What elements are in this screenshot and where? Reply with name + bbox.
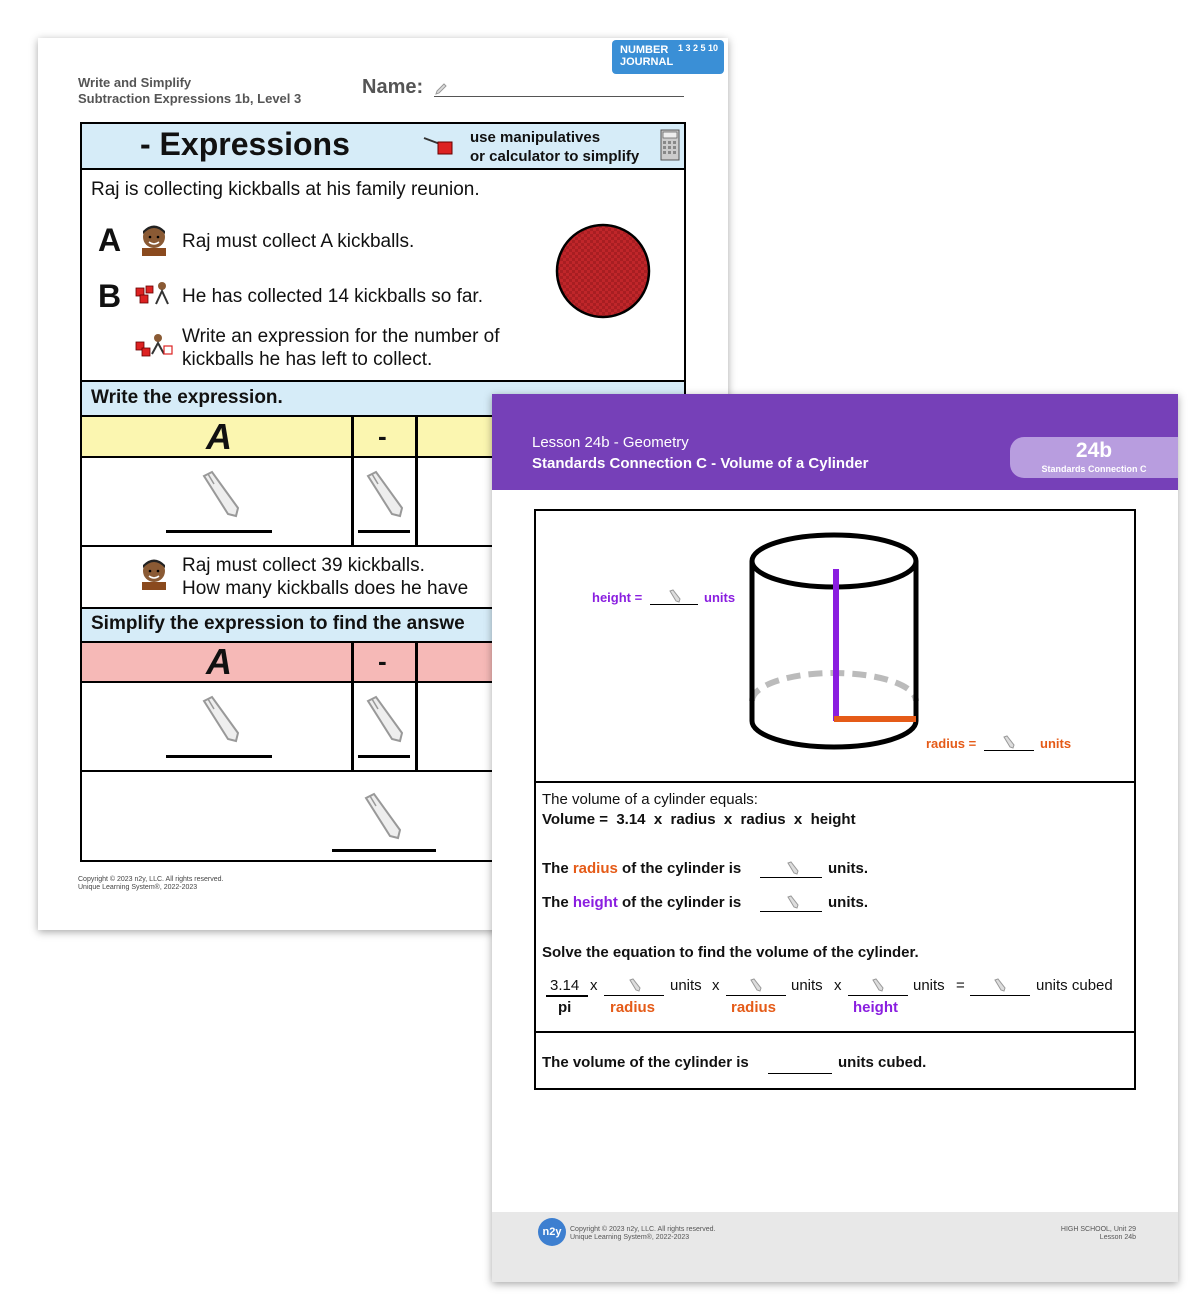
lesson-badge [1010,437,1178,478]
n2y-logo: n2y [538,1218,566,1246]
page-footer [492,1212,1178,1282]
instruction-line: kickballs he has left to collect. [182,349,433,370]
question-line: Raj must collect 39 kickballs. [182,555,425,576]
minus-operator: - [378,421,387,451]
name-field[interactable] [434,96,684,97]
column-divider [415,417,418,547]
column-divider [415,643,418,772]
minus-operator: - [378,646,387,676]
unit-line: HIGH SCHOOL, Unit 29 [1060,1226,1136,1233]
sentence-part: The [542,860,573,877]
pencil-icon [993,978,1007,992]
copyright [78,876,224,892]
height-input-blank[interactable] [848,995,908,996]
left-to-collect-icon [134,332,174,358]
collected-icon [134,280,174,306]
radius-label: radius = [926,736,977,751]
instruction-line: Write an expression for the number of [182,326,500,347]
pencil-icon [360,792,404,840]
item-a-text: Raj must collect A kickballs. [182,231,415,252]
calculator-icon [660,129,680,161]
unit-info [1061,1226,1136,1242]
height-units: units [704,590,736,605]
item-b-letter: B [98,278,122,314]
manipulatives-icon [422,134,458,158]
times-sign: x [712,977,720,994]
badge-number: 24b [1075,439,1113,462]
sentence-part: of the cylinder is [617,894,742,911]
height-label: height = [592,590,643,605]
sentence-part: The [542,894,573,911]
answer-blank[interactable] [358,530,410,533]
lesson-title: Lesson 24b - Geometry [532,434,689,451]
units-label: units. [828,894,868,911]
height-caption: height [853,999,898,1016]
manipulatives-note [470,128,639,166]
pencil-icon [786,895,800,909]
final-sentence: The volume of the cylinder is [542,1054,749,1071]
column-divider [351,417,354,547]
variable-letter: A [206,416,232,457]
standards-title: Standards Connection C - Volume of a Cylinder [532,455,869,472]
radius-sentence [542,860,741,878]
lesson-line: Lesson 24b [1099,1234,1136,1241]
worksheet-box [534,509,1136,1090]
pencil-icon [871,978,885,992]
answer-blank[interactable] [358,755,410,758]
height-sentence [542,894,741,912]
pencil-icon [362,470,406,518]
number-journal-logo [612,40,724,74]
question-text [182,554,468,600]
answer-blank[interactable] [166,755,272,758]
cylinder-diagram [536,511,1134,783]
times-sign: x [834,977,842,994]
final-units: units cubed. [838,1054,927,1071]
times-sign: x [590,977,598,994]
pencil-icon [628,978,642,992]
radius-blank[interactable] [984,750,1034,751]
manipulatives-line: or calculator to simplify [470,148,640,165]
volume-formula: Volume = 3.14 x radius x radius x height [542,811,856,828]
badge-label: Standards Connection C [1041,464,1147,474]
write-expression-header: Write the expression. [91,387,283,408]
pencil-icon [668,589,682,603]
units-cubed-text: units cubed [1036,977,1113,994]
worksheet-header-subtitle: Subtraction Expressions 1b, Level 3 [78,91,302,106]
cylinder-image [744,531,924,761]
copyright-line: Copyright © 2023 n2y, LLC. All rights reserved. [78,876,224,883]
item-b-text: He has collected 14 kickballs so far. [182,286,483,307]
units-text: units [913,977,945,994]
title-bar [82,124,684,170]
kickball-image [554,222,652,320]
solve-instruction: Solve the equation to find the volume of the cylinder. [542,944,919,961]
worksheet-header-title: Write and Simplify [78,75,192,90]
lesson-header [492,394,1178,490]
logo-text: NUMBER [620,44,669,56]
variable-letter: A [206,641,232,682]
final-volume-blank[interactable] [768,1073,832,1074]
pi-value: 3.14 [550,977,580,994]
copyright-line: Copyright © 2023 n2y, LLC. All rights reserved. [570,1226,716,1233]
height-value-blank[interactable] [760,911,822,912]
pencil-icon [434,82,448,96]
pencil-icon [362,695,406,743]
volume-intro: The volume of a cylinder equals: [542,791,758,808]
copyright-line: Unique Learning System®, 2022-2023 [78,884,198,891]
name-label: Name: [362,76,424,98]
radius-units: units [1040,736,1072,751]
boy-face-icon [138,556,170,590]
worksheet-header [78,75,301,107]
copyright [570,1226,716,1242]
cylinder-volume-worksheet [492,394,1178,1282]
manipulatives-line: use manipulatives [470,129,601,146]
radius-input-blank[interactable] [604,995,664,996]
question-line: How many kickballs does he have [182,578,469,599]
instruction-text [182,325,500,371]
height-word: height [572,894,618,911]
pi-label: pi [558,999,572,1016]
simplify-header: Simplify the expression to find the answe [91,613,465,634]
pencil-icon [1002,735,1016,749]
radius-word: radius [572,860,618,877]
logo-text: JOURNAL [620,56,674,68]
radius-input-blank[interactable] [726,995,786,996]
units-text: units [791,977,823,994]
column-divider [351,643,354,772]
story-intro: Raj is collecting kickballs at his family reunion. [91,179,480,200]
fraction-bar [546,995,588,997]
final-answer-blank[interactable] [332,849,436,852]
pencil-icon [198,470,242,518]
equals-sign: = [956,977,965,994]
logo-digits: 1 3 2 5 10 [677,43,718,53]
page-title: - Expressions [140,126,350,162]
boy-face-icon [138,222,170,256]
pencil-icon [749,978,763,992]
volume-input-blank[interactable] [970,995,1030,996]
final-answer-section [536,1031,1134,1091]
radius-value-blank[interactable] [760,877,822,878]
sentence-part: of the cylinder is [617,860,742,877]
units-label: units. [828,860,868,877]
item-a-letter: A [98,222,122,258]
height-blank[interactable] [650,604,698,605]
copyright-line: Unique Learning System®, 2022-2023 [570,1234,690,1241]
pencil-icon [198,695,242,743]
units-text: units [670,977,702,994]
radius-caption: radius [731,999,777,1016]
radius-caption: radius [610,999,656,1016]
pencil-icon [786,861,800,875]
answer-blank[interactable] [166,530,272,533]
